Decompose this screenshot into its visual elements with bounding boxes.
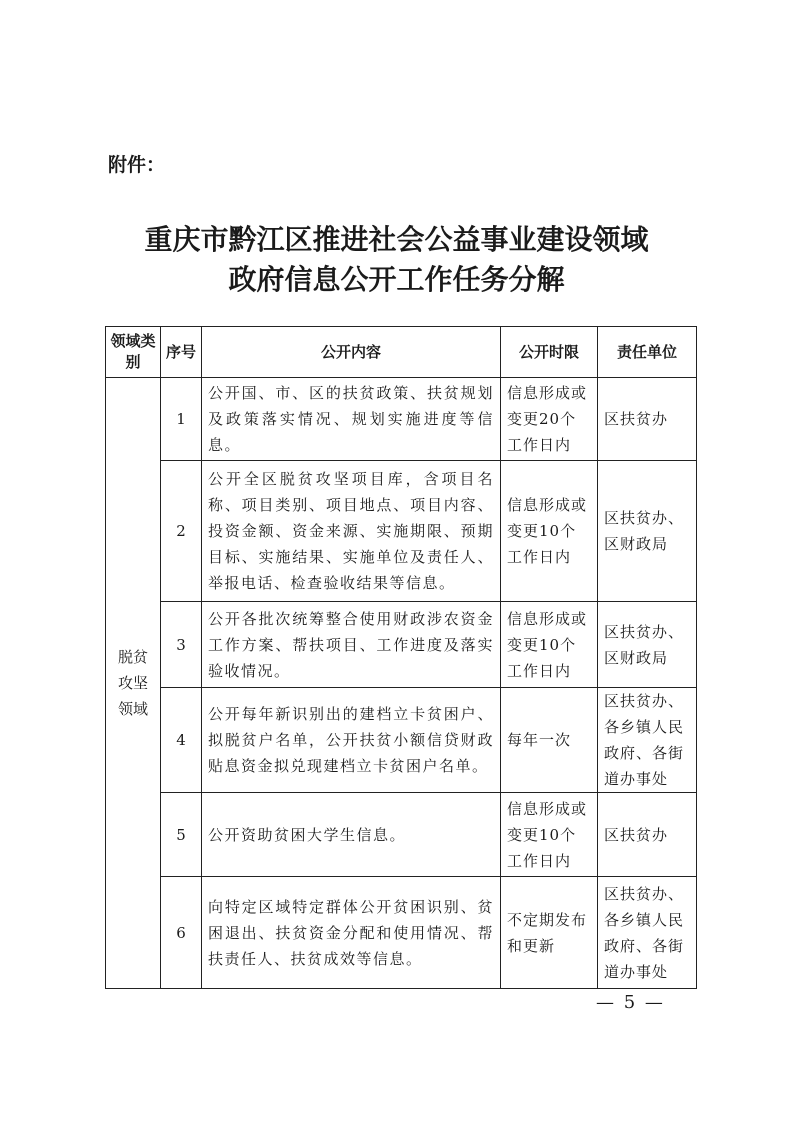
seq-cell: 6 [161, 877, 202, 989]
header-seq: 序号 [161, 327, 202, 378]
content-cell: 公开国、市、区的扶贫政策、扶贫规划及政策落实情况、规划实施进度等信息。 [202, 378, 501, 461]
attachment-label: 附件： [108, 154, 166, 176]
seq-cell: 5 [161, 793, 202, 877]
unit-cell: 区扶贫办 [598, 793, 697, 877]
document-title-line-1: 重庆市黔江区推进社会公益事业建设领域 [144, 223, 649, 256]
time-cell: 信息形成或变更20个工作日内 [501, 378, 598, 461]
header-content: 公开内容 [202, 327, 501, 378]
seq-cell: 2 [161, 461, 202, 602]
seq-cell: 4 [161, 688, 202, 793]
content-cell: 公开全区脱贫攻坚项目库，含项目名称、项目类别、项目地点、项目内容、投资金额、资金来源、实施期限、预期目标、实施结果、实施单位及责任人、举报电话、检查验收结果等信息。 [202, 461, 501, 602]
time-cell: 信息形成或变更10个工作日内 [501, 461, 598, 602]
table-header-row [106, 327, 697, 378]
table-row [106, 602, 697, 688]
unit-cell: 区扶贫办、区财政局 [598, 602, 697, 688]
header-unit: 责任单位 [598, 327, 697, 378]
time-cell: 不定期发布和更新 [501, 877, 598, 989]
content-cell: 公开各批次统筹整合使用财政涉农资金工作方案、帮扶项目、工作进度及落实验收情况。 [202, 602, 501, 688]
table-row [106, 461, 697, 602]
document-title-line-2: 政府信息公开工作任务分解 [228, 263, 565, 296]
seq-cell: 3 [161, 602, 202, 688]
page-number: — 5 — [596, 992, 665, 1013]
category-cell: 脱贫攻坚领域 [106, 378, 161, 989]
content-cell: 公开资助贫困大学生信息。 [202, 793, 501, 877]
time-cell: 每年一次 [501, 688, 598, 793]
unit-cell: 区扶贫办、各乡镇人民政府、各街道办事处 [598, 877, 697, 989]
unit-cell: 区扶贫办、区财政局 [598, 461, 697, 602]
content-cell: 公开每年新识别出的建档立卡贫困户、拟脱贫户名单，公开扶贫小额信贷财政贴息资金拟兑现建档立卡贫困户名单。 [202, 688, 501, 793]
unit-cell: 区扶贫办 [598, 378, 697, 461]
content-cell: 向特定区域特定群体公开贫困识别、贫困退出、扶贫资金分配和使用情况、帮扶责任人、扶贫成效等信息。 [202, 877, 501, 989]
time-cell: 信息形成或变更10个工作日内 [501, 602, 598, 688]
table-row [106, 688, 697, 793]
header-category: 领域类别 [106, 327, 161, 378]
unit-cell: 区扶贫办、各乡镇人民政府、各街道办事处 [598, 688, 697, 793]
header-time: 公开时限 [501, 327, 598, 378]
table-row [106, 877, 697, 989]
seq-cell: 1 [161, 378, 202, 461]
table-row [106, 793, 697, 877]
time-cell: 信息形成或变更10个工作日内 [501, 793, 598, 877]
table-row [106, 378, 697, 461]
task-table [105, 326, 697, 989]
